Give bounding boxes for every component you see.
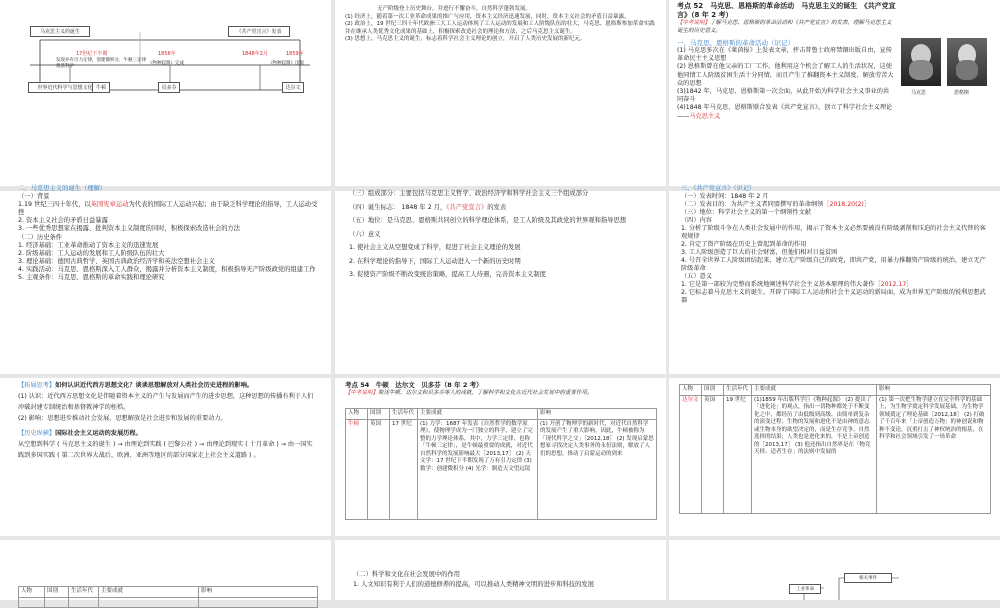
exam-ref: ［2012,17］: [874, 281, 913, 288]
text: 的发表: [487, 203, 507, 211]
paragraph: [349, 203, 654, 214]
text: （二）发表目的：为共产主义者同盟撰写的革命纲领: [681, 201, 824, 208]
list-item: 1. 分析了阶级斗争在人类社会发展中的作用，揭示了资本主义必然要被没有阶级剥削和压迫的社会主义代替的客观规律: [681, 225, 986, 240]
col-header: 影响: [877, 385, 991, 396]
year-1848: 1848年2月: [242, 51, 268, 57]
activity-list: [677, 47, 895, 121]
exam-ref: ［2018,20(2)］: [823, 201, 871, 208]
cell-achievement: (1) 力学：1687 年发表《自然哲学的数学原理》，使物理学成为一门独立的科学，建立了完整的力学理论体系，其中，力学三定律，也称「牛顿三定律」，是牛顿最重要的成就，对近代自然科学的发展影响最大［2013,17］ (2) 天文学：17 世纪下半期发现了万有引力定律 (3) 数学：创建微积分 (4) 光学：制造天文望远镜: [418, 419, 538, 519]
industrial-diagram: [669, 540, 1000, 600]
section-heading: 三、《共产党宣言》（识记）: [681, 185, 756, 192]
box-manifesto: 《共产党宣言》发表: [228, 26, 290, 37]
paragraph: （五）地位：是马克思、恩格斯共同创立的科学理论体系，是工人阶级及其政党的世界观和指导思想: [349, 217, 627, 224]
answer: (2) 影响：思想进步推动社会发展，思想解放是社会进步和发展的重要动力。: [18, 415, 227, 422]
section-heading: 二、马克思主义的诞生（理解）: [18, 185, 107, 192]
box-newton: 牛顿: [92, 82, 110, 93]
para-line: 无产阶级登上历史舞台，并进行不懈奋斗，自然科学蓬勃发展。: [377, 6, 532, 12]
exam-requirement: [677, 20, 897, 35]
marx-portrait: [901, 38, 941, 86]
composition-content: [349, 189, 654, 281]
slide-title: 考点 54 牛顿 达尔文 贝多芬（8 年 2 考）: [345, 381, 483, 389]
box-beethoven: 贝多芬: [158, 82, 180, 93]
col-header: 生活年代: [724, 385, 752, 396]
list-item: [677, 104, 895, 120]
list-item: 2. 阶级基础：工人运动的发展和工人阶级队伍的壮大: [18, 249, 165, 257]
paragraph: 3. 促使资产阶级不断改变统治策略，提高工人待遇，完善资本主义制度: [349, 271, 546, 278]
slide-science-role: [335, 540, 666, 600]
table-row: [346, 419, 657, 519]
box-marxism-origin: 马克思主义的诞生: [30, 26, 90, 37]
col-header: 生活年代: [69, 587, 99, 598]
cell-era: 19 世纪: [724, 395, 752, 513]
box-industrial-revolution: 工业革命: [789, 584, 821, 594]
col-header: 主要成就: [752, 385, 877, 396]
sub-heading: （二）科学和文化在社会发展中的作用: [353, 571, 461, 578]
highlight: 《共产党宣言》: [446, 203, 488, 211]
col-header: 人物: [346, 409, 368, 420]
req-text: 简述牛顿、达尔文和贝多芬等人的成就，了解科学和文化在近代社会发展中的重要作用。: [378, 390, 593, 396]
list-item: （四）内容: [681, 217, 712, 224]
question: [18, 428, 318, 439]
list-item: 4. 号召全世界工人阶级团结起来，建立无产阶级自己的政党，即共产党，用暴力推翻资产阶级的统治，建立无产阶级革命: [681, 257, 986, 272]
list-item: 1. 经济基础：工业革命推动了资本主义的迅速发展: [18, 241, 159, 249]
marxism-birth-content: [18, 185, 323, 282]
text: 1. 它是第一部较为完整而系统地阐述科学社会主义基本原理的伟大著作: [681, 281, 875, 288]
sub-heading: （二）历史条件: [18, 233, 63, 241]
year-1856: 1856年: [158, 51, 176, 57]
label: 【历史纵横】: [18, 430, 56, 437]
list-item: [681, 281, 991, 289]
table-header: [346, 409, 657, 420]
text: 1.19 世纪三四十年代，以: [18, 201, 91, 209]
paragraph: 1. 人文知识有利于人们的道德修养的提高，可以推动人类精神文明的进步和科技的发展: [353, 581, 594, 588]
col-header: 国别: [368, 409, 390, 420]
para-line: (1) 经济上，随着第一次工业革命成果的推广与应用，资本主义经济迅速发展，同时，资本主义社会的矛盾日益暴露。: [345, 13, 630, 20]
section-heading: 一、马克思、恩格斯的革命活动（识记）: [677, 39, 794, 47]
box-darwin: 达尔文: [282, 82, 304, 93]
list-item: 2. 肯定了资产阶级在历史上曾起到革命的作用: [681, 241, 807, 248]
extension-content: [18, 380, 318, 461]
list-item: 2. 它标志着马克思主义的诞生，开辟了国际工人运动和社会主义运动的新局面，成为世界无产阶级的锐利思想武器: [681, 289, 986, 304]
col-header: 国别: [45, 587, 69, 598]
paragraph: （六）意义: [349, 230, 381, 238]
req-label: 【中考说明】: [345, 390, 379, 396]
col-header: 人物: [680, 385, 702, 396]
question: [18, 380, 318, 391]
col-header: 生活年代: [390, 409, 418, 420]
list-item: (1) 马克思多次在《莱茵报》上发表文章，抨击普鲁士政府禁锢出版自由，宣传革命民主主义思想: [677, 47, 892, 63]
text: 如何认识近代西方思想文化？谈谈思想解放对人类社会历史进程的影响。: [55, 382, 254, 389]
text: 为代表的国际工人运动兴起；由于缺乏科学理论的指导，工人运动受挫: [18, 201, 318, 217]
table-row: [680, 395, 991, 513]
req-text: 了解马克思、恩格斯的革命活动和《共产党宣言》的发表，理解马克思主义诞生的历史意义。: [677, 20, 892, 34]
cell-person: 牛顿: [346, 419, 368, 519]
list-item: （三）地位：科学社会主义的第一个纲领性文献: [681, 209, 811, 216]
slide-composition: [335, 191, 666, 374]
list-item: (3)1842 年，马克思、恩格斯第一次会面，从此开始为科学社会主义事业的共同奋斗: [677, 88, 890, 104]
cell-country: 英国: [702, 395, 724, 513]
background-paragraphs: [345, 6, 655, 44]
manifesto-content: [681, 185, 991, 305]
text: 国际社会主义运动的发展历程。: [55, 430, 142, 437]
table-header: [19, 587, 318, 598]
note-newton: 发现并有引力定律，创建微积分，牛顿三定律奠基科学: [56, 58, 146, 69]
list-item: 3. 理论基础：德国古典哲学、英国古典政治经济学和英法空想社会主义: [18, 257, 215, 265]
text: （四）诞生标志： 1848 年 2 月，: [349, 203, 447, 211]
slide-timeline: [0, 0, 331, 186]
sub-heading: （一）背景: [18, 193, 50, 201]
col-header: 主要成就: [418, 409, 538, 420]
paragraph: 2. 在科学理论的指导下，国际工人运动进入一个新的历史时期: [349, 257, 521, 265]
list-item: [18, 201, 323, 217]
slide-table-partial: [0, 540, 331, 600]
slide-manifesto: [669, 185, 1000, 374]
col-header: 国别: [702, 385, 724, 396]
slide-darwin: [669, 378, 1000, 536]
note-origin-complete: 《物种起源》完成: [148, 61, 184, 66]
cell-impact: (1) 第一次把生物学建立在完全科学的基础上，为生物学奠定科学发展基础，为生物学领域奠定了理论基础［2012,18］ (2) 打破了千百年来「上帝创造万物」的神创说和物种不变论，沉重打击了神权统治的根基，在科学和社会领域引发了一场革命: [877, 395, 991, 513]
newton-table: [345, 408, 657, 520]
list-item: （五）意义: [681, 273, 712, 280]
answer: 从空想到科学 ( 马克思主义的诞生 ) → 由理论到实践 ( 巴黎公社 ) → 由理论到现实 ( 十月革命 ) → 由一国实践到多国实践 ( 第二次世界大战后，欧洲、亚洲等地区的部分国家走上社会主义道路 ) 。: [18, 441, 313, 459]
table-row: [19, 597, 318, 607]
list-item: 4. 实践活动：马克思、恩格斯深入工人群众，揭露并分析资本主义制度，积极指导无产阶级政党的组建工作: [18, 265, 316, 273]
col-header: 影响: [199, 587, 318, 598]
list-item: [681, 201, 991, 209]
paragraph: （三）组成部分：主要包括马克思主义哲学、政治经济学和科学社会主义三个组成部分: [349, 190, 589, 197]
box-world-science: 世界近代科学与思想文化: [28, 82, 102, 93]
list-item: （一）发表时间：1848 年 2 月: [681, 193, 769, 200]
slide-background-text: [335, 0, 666, 186]
answer: (1) 认识：近代西方思想文化是伴随着资本主义的产生与发展而产生的进步思想，这种思想的传播有利于人们冲破封建专制统治和基督教神学的桎梏。: [18, 393, 314, 411]
year-1859: 1859年: [286, 51, 304, 57]
list-item: 5. 主观条件：马克思、恩格斯的革命实践和理论研究: [18, 274, 165, 282]
list-item: 2. 资本主义社会的矛盾日益暴露: [18, 217, 108, 225]
slide-marxism-birth: [0, 185, 331, 374]
label: 【拓展思考】: [18, 382, 56, 389]
list-item: 3. 工人阶级创造了巨大的社会财富，但他们相对日益贫困: [681, 249, 838, 256]
col-header: 主要成就: [99, 587, 199, 598]
col-header: 人物: [19, 587, 45, 598]
cell-achievement: (1)1859 年出版科学巨《物种起源》 (2) 提出了「进化论」的观点，指出一切物种都处于不断变化之中，都经历了由低级到高级、由简单到复杂的演变过程；生物的发展和进化不是由神的意志或生物本身的欲望决定的，而是生存竞争、自然选择的结果；人类也是进化来的，不是上帝创造的［2013,17］ (3) 他还指出自然界是在「物竞天择、适者生存」的法则中发展的: [752, 395, 877, 513]
para-line: (3) 思想上，马克思主义的诞生，标志着科学社会主义理论的创立，开启了人类历史发展的新纪元。: [345, 36, 586, 42]
darwin-table: [679, 384, 991, 514]
list-item: (2) 恩格斯曾在他父亲的工厂工作，他利用这个机会了解工人的生活状况，这使他同情工人阶级贫困生活十分同情，而且产生了推翻资本主义制度、解放劳苦大众的思想: [677, 63, 894, 87]
science-role-content: [353, 570, 653, 590]
slide-industrial-diagram: [669, 540, 1000, 600]
exam-requirement: [345, 390, 655, 398]
slide-title: 考点 52 马克思、恩格斯的革命活动 马克思主义的诞生 《共产党宣言》（8 年 2 考）: [677, 2, 896, 19]
year-17th-century: 17世纪下半期: [76, 51, 108, 57]
highlight: 英国宪章运动: [90, 201, 129, 209]
req-label: 【中考说明】: [677, 20, 711, 26]
slide-newton: [335, 378, 666, 536]
paragraph: 1. 使社会主义从空想变成了科学，促进了社会主义理论的发展: [349, 244, 521, 251]
item-highlight: 马克思主义: [689, 112, 721, 120]
item-text: (4)1848 年马克思、恩格斯联合发表《共产党宣言》，创立了科学社会主义理论——: [677, 104, 893, 120]
list-item: 3. 一些优秀思想家在揭露、批判资本主义制度的同时，积极探索改造社会的方法: [18, 225, 241, 233]
para-line: (2) 政治上，19 世纪三四十年代欧洲三大工人运动体现了工人运动的发展和工人阶级队伍的壮大，马克思、恩格斯参加革命实践并在继承人类优秀文化成果的基础上，积极探索改造社会的理论和方法，之后马克思主义诞生。: [345, 21, 655, 35]
cell-country: 英国: [368, 419, 390, 519]
caption-marx: 马克思: [911, 90, 927, 96]
note-origin-published: 《物种起源》出版: [268, 61, 304, 66]
engels-portrait: [947, 38, 987, 86]
col-header: 影响: [538, 409, 657, 420]
table-header: [680, 385, 991, 396]
cell-era: 17 世纪: [390, 419, 418, 519]
cell-person: 达尔文: [680, 395, 702, 513]
partial-table: [18, 586, 318, 608]
box-related-events: 相关事件: [844, 573, 892, 583]
cell-impact: (1) 开创了物理学的新时代，对近代自然科学的发展产生了重大影响。因此，牛顿被称为「现代科学之父」［2012,18］ (2) 发现启蒙思想家寻找决定人类事务的永恒法则，解放了人们的思想，推动了启蒙运动的到来: [538, 419, 657, 519]
slide-marx-engels: [669, 0, 1000, 186]
caption-engels: 恩格斯: [954, 90, 970, 96]
slide-extension: [0, 378, 331, 536]
